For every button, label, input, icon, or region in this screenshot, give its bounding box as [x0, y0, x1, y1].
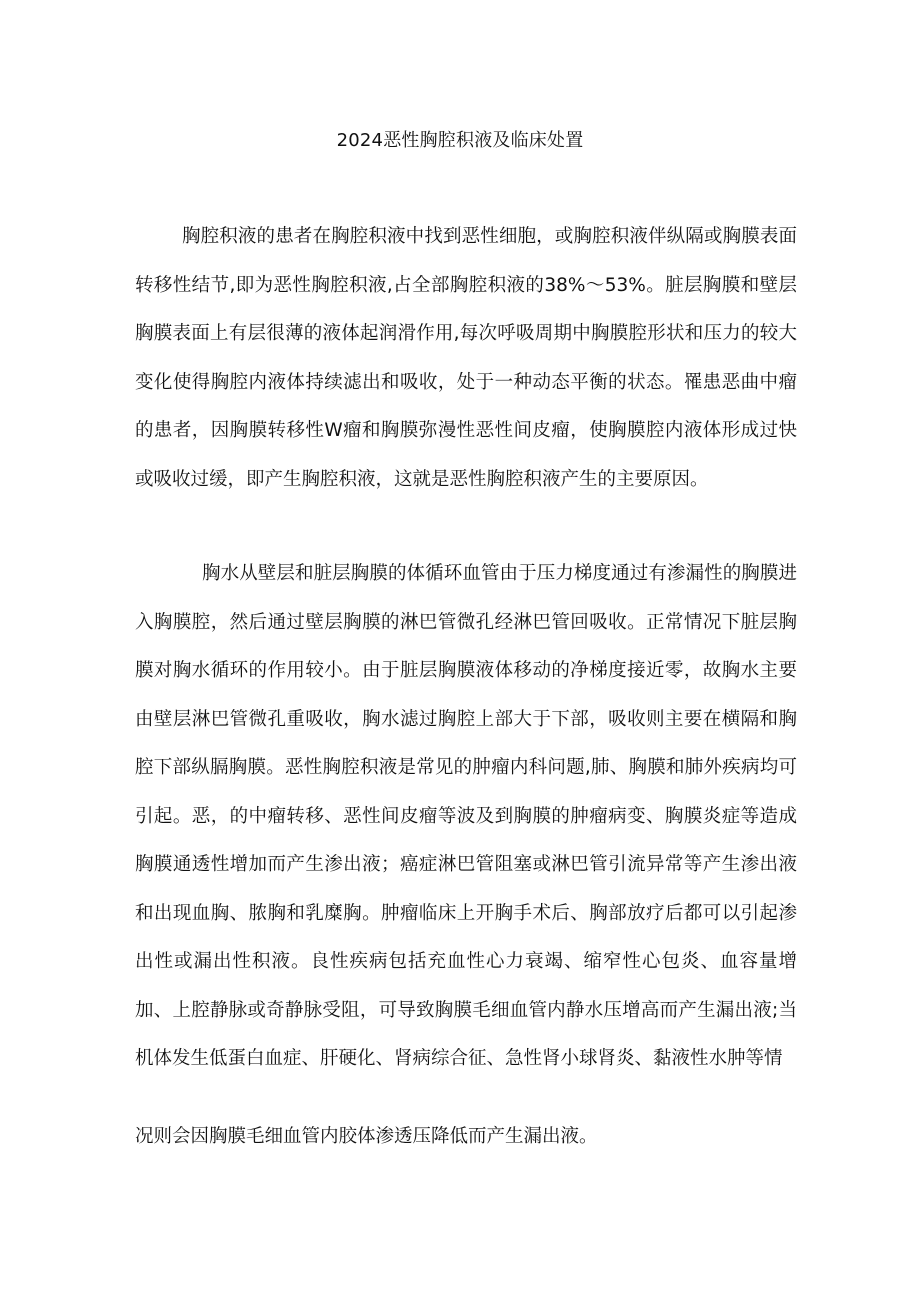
paragraph-1: 胸腔积液的患者在胸腔积液中找到恶性细胞，或胸腔积液伴纵隔或胸膜表面转移性结节,即为恶性胸腔积液,占全部胸腔积液的38%〜53%。脏层胸膜和壁层胸膜表面上有层很薄的液体起润滑作用,每次呼吸周期中胸膜腔形状和压力的较大变化使得胸腔内液体持续滤出和吸收，处于一种动态平衡的状态。罹患恶曲中瘤的患者，因胸膜转移性W瘤和胸膜弥漫性恶性间皮瘤，使胸膜腔内液体形成过快或吸收过缓，即产生胸腔积液，这就是恶性胸腔积液产生的主要原因。 — [135, 226, 797, 490]
paragraph-2: 胸水从壁层和脏层胸膜的体循环血管由于压力梯度通过有渗漏性的胸膜进入胸膜腔，然后通过壁层胸膜的淋巴管微孔经淋巴管回吸收。正常情况下脏层胸膜对胸水循环的作用较小。由于脏层胸膜液体移动的净梯度接近零，故胸水主要由壁层淋巴管微孔重吸收，胸水滤过胸腔上部大于下部，吸收则主要在横隔和胸腔下部纵膈胸膜。恶性胸腔积液是常见的肿瘤内科问题,肺、胸膜和肺外疾病均可引起。恶，的中瘤转移、恶性间皮瘤等波及到胸膜的肿瘤病变、胸膜炎症等造成胸膜通透性增加而产生渗出液；癌症淋巴管阻塞或淋巴管引流异常等产生渗出液和出现血胸、脓胸和乳糜胸。肿瘤临床上开胸手术后、胸部放疗后都可以引起渗出性或漏出性积液。良性疾病包括充血性心力衰竭、缩窄性心包炎、血容量增加、上腔静脉或奇静脉受阻，可导致胸膜毛细血管内静水压增高而产生漏出液;当机体发生低蛋白血症、肝硬化、肾病综合征、急性肾小球肾炎、黏液性水肿等情 — [135, 563, 797, 1069]
paragraph-3: 况则会因胸膜毛细血管内胶体渗透压降低而产生漏出液。 — [135, 1126, 598, 1147]
document-title: 2024恶性胸腔积液及临床处置 — [336, 130, 584, 151]
